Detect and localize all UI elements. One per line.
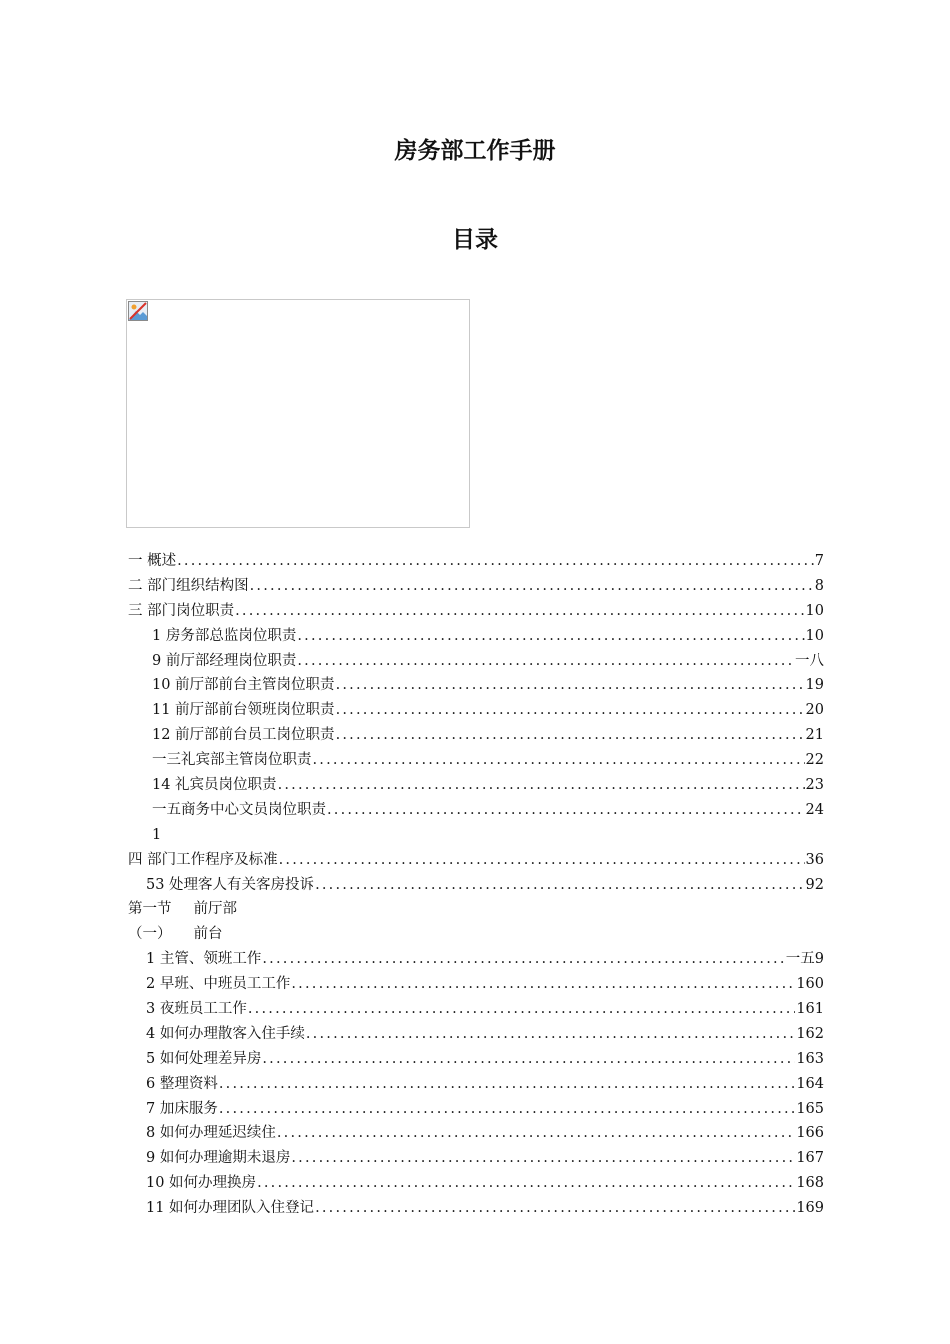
toc-entry-page: 162 xyxy=(796,1025,824,1042)
document-title: 房务部工作手册 xyxy=(394,138,556,164)
toc-entry-page: 166 xyxy=(796,1125,824,1142)
toc-entry[interactable] xyxy=(128,649,824,674)
broken-image-icon xyxy=(128,301,148,321)
toc-leader-dots xyxy=(257,1171,795,1196)
toc-entry[interactable] xyxy=(128,673,824,698)
toc-entry-page: 8 xyxy=(814,577,824,594)
toc-entry-page: 168 xyxy=(796,1175,824,1192)
toc-leader-dots xyxy=(336,673,805,698)
toc-leader-dots xyxy=(306,1022,795,1047)
toc-entry-page: 10 xyxy=(805,627,824,644)
toc-entry-label: 3 夜班员工工作 xyxy=(146,1001,247,1018)
toc-entry-page: 19 xyxy=(805,677,824,694)
toc-entry[interactable] xyxy=(128,748,824,773)
toc-entry-label: 8 如何办理延迟续住 xyxy=(146,1125,276,1142)
toc-entry[interactable] xyxy=(128,599,824,624)
toc-entry[interactable] xyxy=(128,1022,824,1047)
toc-entry-label: 1 主管、领班工作 xyxy=(146,951,262,968)
toc-entry-page: 7 xyxy=(814,553,824,569)
toc-entry-page: 10 xyxy=(805,602,824,619)
toc-entry-page: 一八 xyxy=(795,652,824,669)
toc-entry[interactable] xyxy=(128,773,824,798)
toc-leader-dots xyxy=(291,972,795,997)
toc-entry[interactable] xyxy=(128,1121,824,1146)
toc-entry-page: 22 xyxy=(805,752,824,769)
toc-entry-page: 160 xyxy=(796,976,824,993)
toc-entry[interactable] xyxy=(128,1097,824,1122)
toc-entry-page: 23 xyxy=(805,777,824,794)
toc-leader-dots xyxy=(262,1047,795,1072)
toc-leader-dots xyxy=(177,549,814,574)
toc-entry-label: 9 如何办理逾期未退房 xyxy=(146,1150,291,1167)
toc-leader-dots xyxy=(235,599,804,624)
toc-entry-label: 2 早班、中班员工工作 xyxy=(146,976,291,993)
toc-entry[interactable] xyxy=(128,574,824,599)
toc-entry-label: 二 部门组织结构图 xyxy=(128,577,249,594)
toc-entry-page: 一五9 xyxy=(785,951,824,968)
toc-entry-label: 4 如何办理散客入住手续 xyxy=(146,1025,305,1042)
toc-entry-label: 11 前厅部前台领班岗位职责 xyxy=(152,702,335,719)
toc-entry[interactable] xyxy=(128,1072,824,1097)
toc-leader-dots xyxy=(336,698,805,723)
toc-leader-dots xyxy=(291,1146,795,1171)
toc-leader-dots xyxy=(277,1121,795,1146)
toc-stray-line: 1 xyxy=(152,826,162,843)
toc-entry-page: 36 xyxy=(805,851,824,868)
toc-entry-page: 169 xyxy=(796,1200,824,1217)
toc-entry-page: 167 xyxy=(796,1150,824,1167)
toc-entry[interactable] xyxy=(128,723,824,748)
toc-entry-label: 11 如何办理团队入住登记 xyxy=(146,1200,315,1217)
toc-leader-dots xyxy=(278,773,805,798)
toc-leader-dots xyxy=(313,748,805,773)
toc-entry-label: 7 加床服务 xyxy=(146,1100,218,1117)
toc-entry-label: 12 前厅部前台员工岗位职责 xyxy=(152,727,335,744)
toc-entry-page: 163 xyxy=(796,1050,824,1067)
toc-entry-label: 10 前厅部前台主管岗位职责 xyxy=(152,677,335,694)
toc-heading: 目录 xyxy=(452,227,498,253)
toc-leader-dots xyxy=(219,1072,795,1097)
toc-entry-page: 20 xyxy=(805,702,824,719)
toc-entry-label: 1 房务部总监岗位职责 xyxy=(152,627,297,644)
toc-leader-dots xyxy=(279,848,805,873)
toc-leader-dots xyxy=(262,947,784,972)
toc-entry[interactable] xyxy=(128,624,824,649)
toc-entry[interactable] xyxy=(128,698,824,723)
table-of-contents xyxy=(128,549,824,1221)
toc-entry[interactable] xyxy=(128,798,824,823)
toc-leader-dots xyxy=(315,1196,795,1221)
toc-entry[interactable] xyxy=(128,1047,824,1072)
toc-entry[interactable] xyxy=(128,549,824,574)
toc-entry-page: 21 xyxy=(805,727,824,744)
toc-entry[interactable] xyxy=(128,1171,824,1196)
toc-entry-label: 9 前厅部经理岗位职责 xyxy=(152,652,297,669)
toc-entry-page: 92 xyxy=(805,876,824,893)
toc-entry-label: 一三礼宾部主管岗位职责 xyxy=(152,752,312,769)
toc-entry-page: 165 xyxy=(796,1100,824,1117)
toc-entry-page: 24 xyxy=(805,801,824,818)
toc-entry[interactable] xyxy=(128,873,824,898)
toc-leader-dots xyxy=(250,574,814,599)
toc-entry-label: 10 如何办理换房 xyxy=(146,1175,257,1192)
toc-entry-label: 一 概述 xyxy=(128,553,177,569)
toc-leader-dots xyxy=(336,723,805,748)
toc-section-heading: 第一节 前厅部 xyxy=(128,901,237,918)
toc-entry-label: 6 整理资料 xyxy=(146,1075,218,1092)
toc-entry-label: 三 部门岗位职责 xyxy=(128,602,235,619)
toc-leader-dots xyxy=(297,624,804,649)
toc-leader-dots xyxy=(248,997,795,1022)
toc-entry-label: 一五商务中心文员岗位职责 xyxy=(152,801,326,818)
toc-entry-label: 5 如何处理差异房 xyxy=(146,1050,262,1067)
toc-entry-page: 161 xyxy=(796,1001,824,1018)
toc-leader-dots xyxy=(297,649,794,674)
toc-leader-dots xyxy=(315,873,804,898)
toc-leader-dots xyxy=(219,1097,795,1122)
toc-entry[interactable] xyxy=(128,1146,824,1171)
toc-entry-label: 53 处理客人有关客房投诉 xyxy=(146,876,315,893)
image-placeholder xyxy=(126,299,470,528)
toc-leader-dots xyxy=(327,798,805,823)
toc-entry-label: 四 部门工作程序及标准 xyxy=(128,851,278,868)
toc-entry[interactable] xyxy=(128,997,824,1022)
toc-entry[interactable] xyxy=(128,1196,824,1221)
toc-subsection-heading: （一） 前台 xyxy=(128,926,223,943)
toc-entry-page: 164 xyxy=(796,1075,824,1092)
toc-entry-label: 14 礼宾员岗位职责 xyxy=(152,777,277,794)
toc-entry[interactable] xyxy=(128,848,824,873)
toc-entry[interactable] xyxy=(128,972,824,997)
toc-entry[interactable] xyxy=(128,947,824,972)
